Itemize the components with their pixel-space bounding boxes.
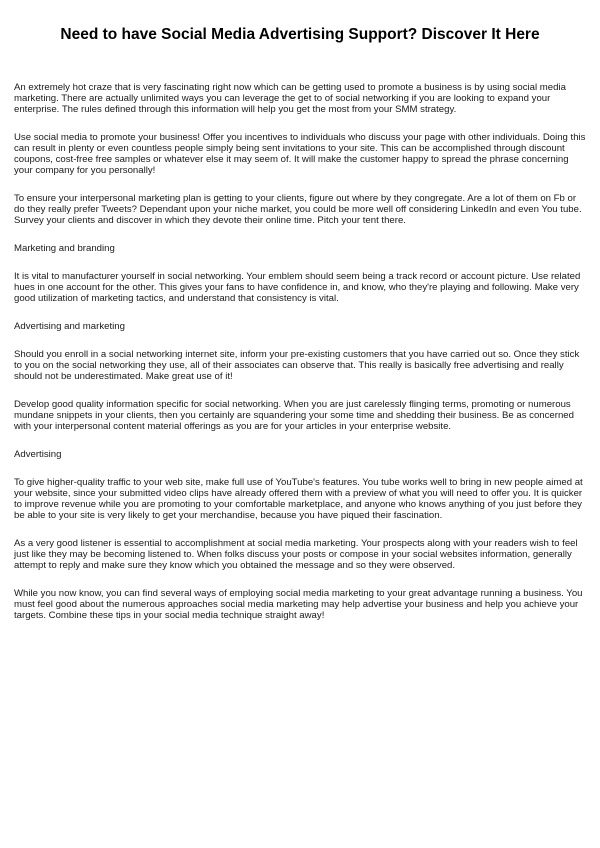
paragraph: As a very good listener is essential to accomplishment at social media marketing. Your prospects along with your readers wish to feel just like they may be becoming listened to. When folks discuss your posts or compose in your social websites information, generally attempt to reply and make sure they know which you obtained the message and so they were observed. xyxy=(14,538,578,571)
page-title: Need to have Social Media Advertising Support? Discover It Here xyxy=(60,26,540,43)
paragraph: To give higher-quality traffic to your web site, make full use of YouTube's features. You tube works well to bring in new people aimed at your website, since your submitted video clips have already offered them with a preview of what you will need to offer you. It is quicker to improve revenue while you are promoting to your comfortable marketplace, and anyone who knows anything of you just before they be able to your site is very likely to get your merchandise, because you have piqued their fascination. xyxy=(14,477,583,521)
paragraph: To ensure your interpersonal marketing plan is getting to your clients, figure out where by they congregate. Are a lot of them on Fb or do they really prefer Tweets? Dependant upon your niche market, you could be more well off considering LinkedIn and even You tube. Survey your clients and discover in which they devote their online time. Pitch your tent there. xyxy=(14,193,582,226)
paragraph: Develop good quality information specific for social networking. When you are just carelessly flinging terms, promoting or numerous mundane snippets in your clients, then you certainly are squandering your some time and shedding their business. Be as concerned with your interpersonal content material offerings as you are for your articles in your enterprise website. xyxy=(14,399,574,432)
paragraph: While you now know, you can find several ways of employing social media marketing to your great advantage running a business. You must feel good about the numerous approaches social media marketing may help advertise your business and help you achieve your targets. Combine these tips in your social media technique straight away! xyxy=(14,588,583,621)
section-heading: Marketing and branding xyxy=(14,243,115,254)
paragraph: An extremely hot craze that is very fascinating right now which can be getting used to promote a business is by using social media marketing. There are actually unlimited ways you can leverage the get to of social networking if you are looking to expand your enterprise. The rules defined through this information will help you get the most from your SMM strategy. xyxy=(14,82,566,115)
section-heading: Advertising xyxy=(14,449,62,460)
document-body xyxy=(14,82,586,621)
paragraph: Should you enroll in a social networking internet site, inform your pre-existing customers that you have carried out so. Once they stick to you on the social networking they use, all of their associates can observe that. This really is basically free advertising and really should not be underestimated. Make great use of it! xyxy=(14,349,580,382)
paragraph: Use social media to promote your business! Offer you incentives to individuals who discuss your page with other individuals. Doing this can result in plenty or even countless people simply being sent invitations to your site. This can be accomplished through discount coupons, cost-free free samples or whatever else it may seem of. It will make the customer happy to spread the phrase concerning your company for you personally! xyxy=(14,132,586,176)
section-heading: Advertising and marketing xyxy=(14,321,125,332)
paragraph: It is vital to manufacturer yourself in social networking. Your emblem should seem being a track record or account picture. Use related hues in one account for the other. This gives your fans to have confidence in, and know, who they're playing and following. Make very good utilization of marketing tactics, and understand that consistency is vital. xyxy=(14,271,581,304)
